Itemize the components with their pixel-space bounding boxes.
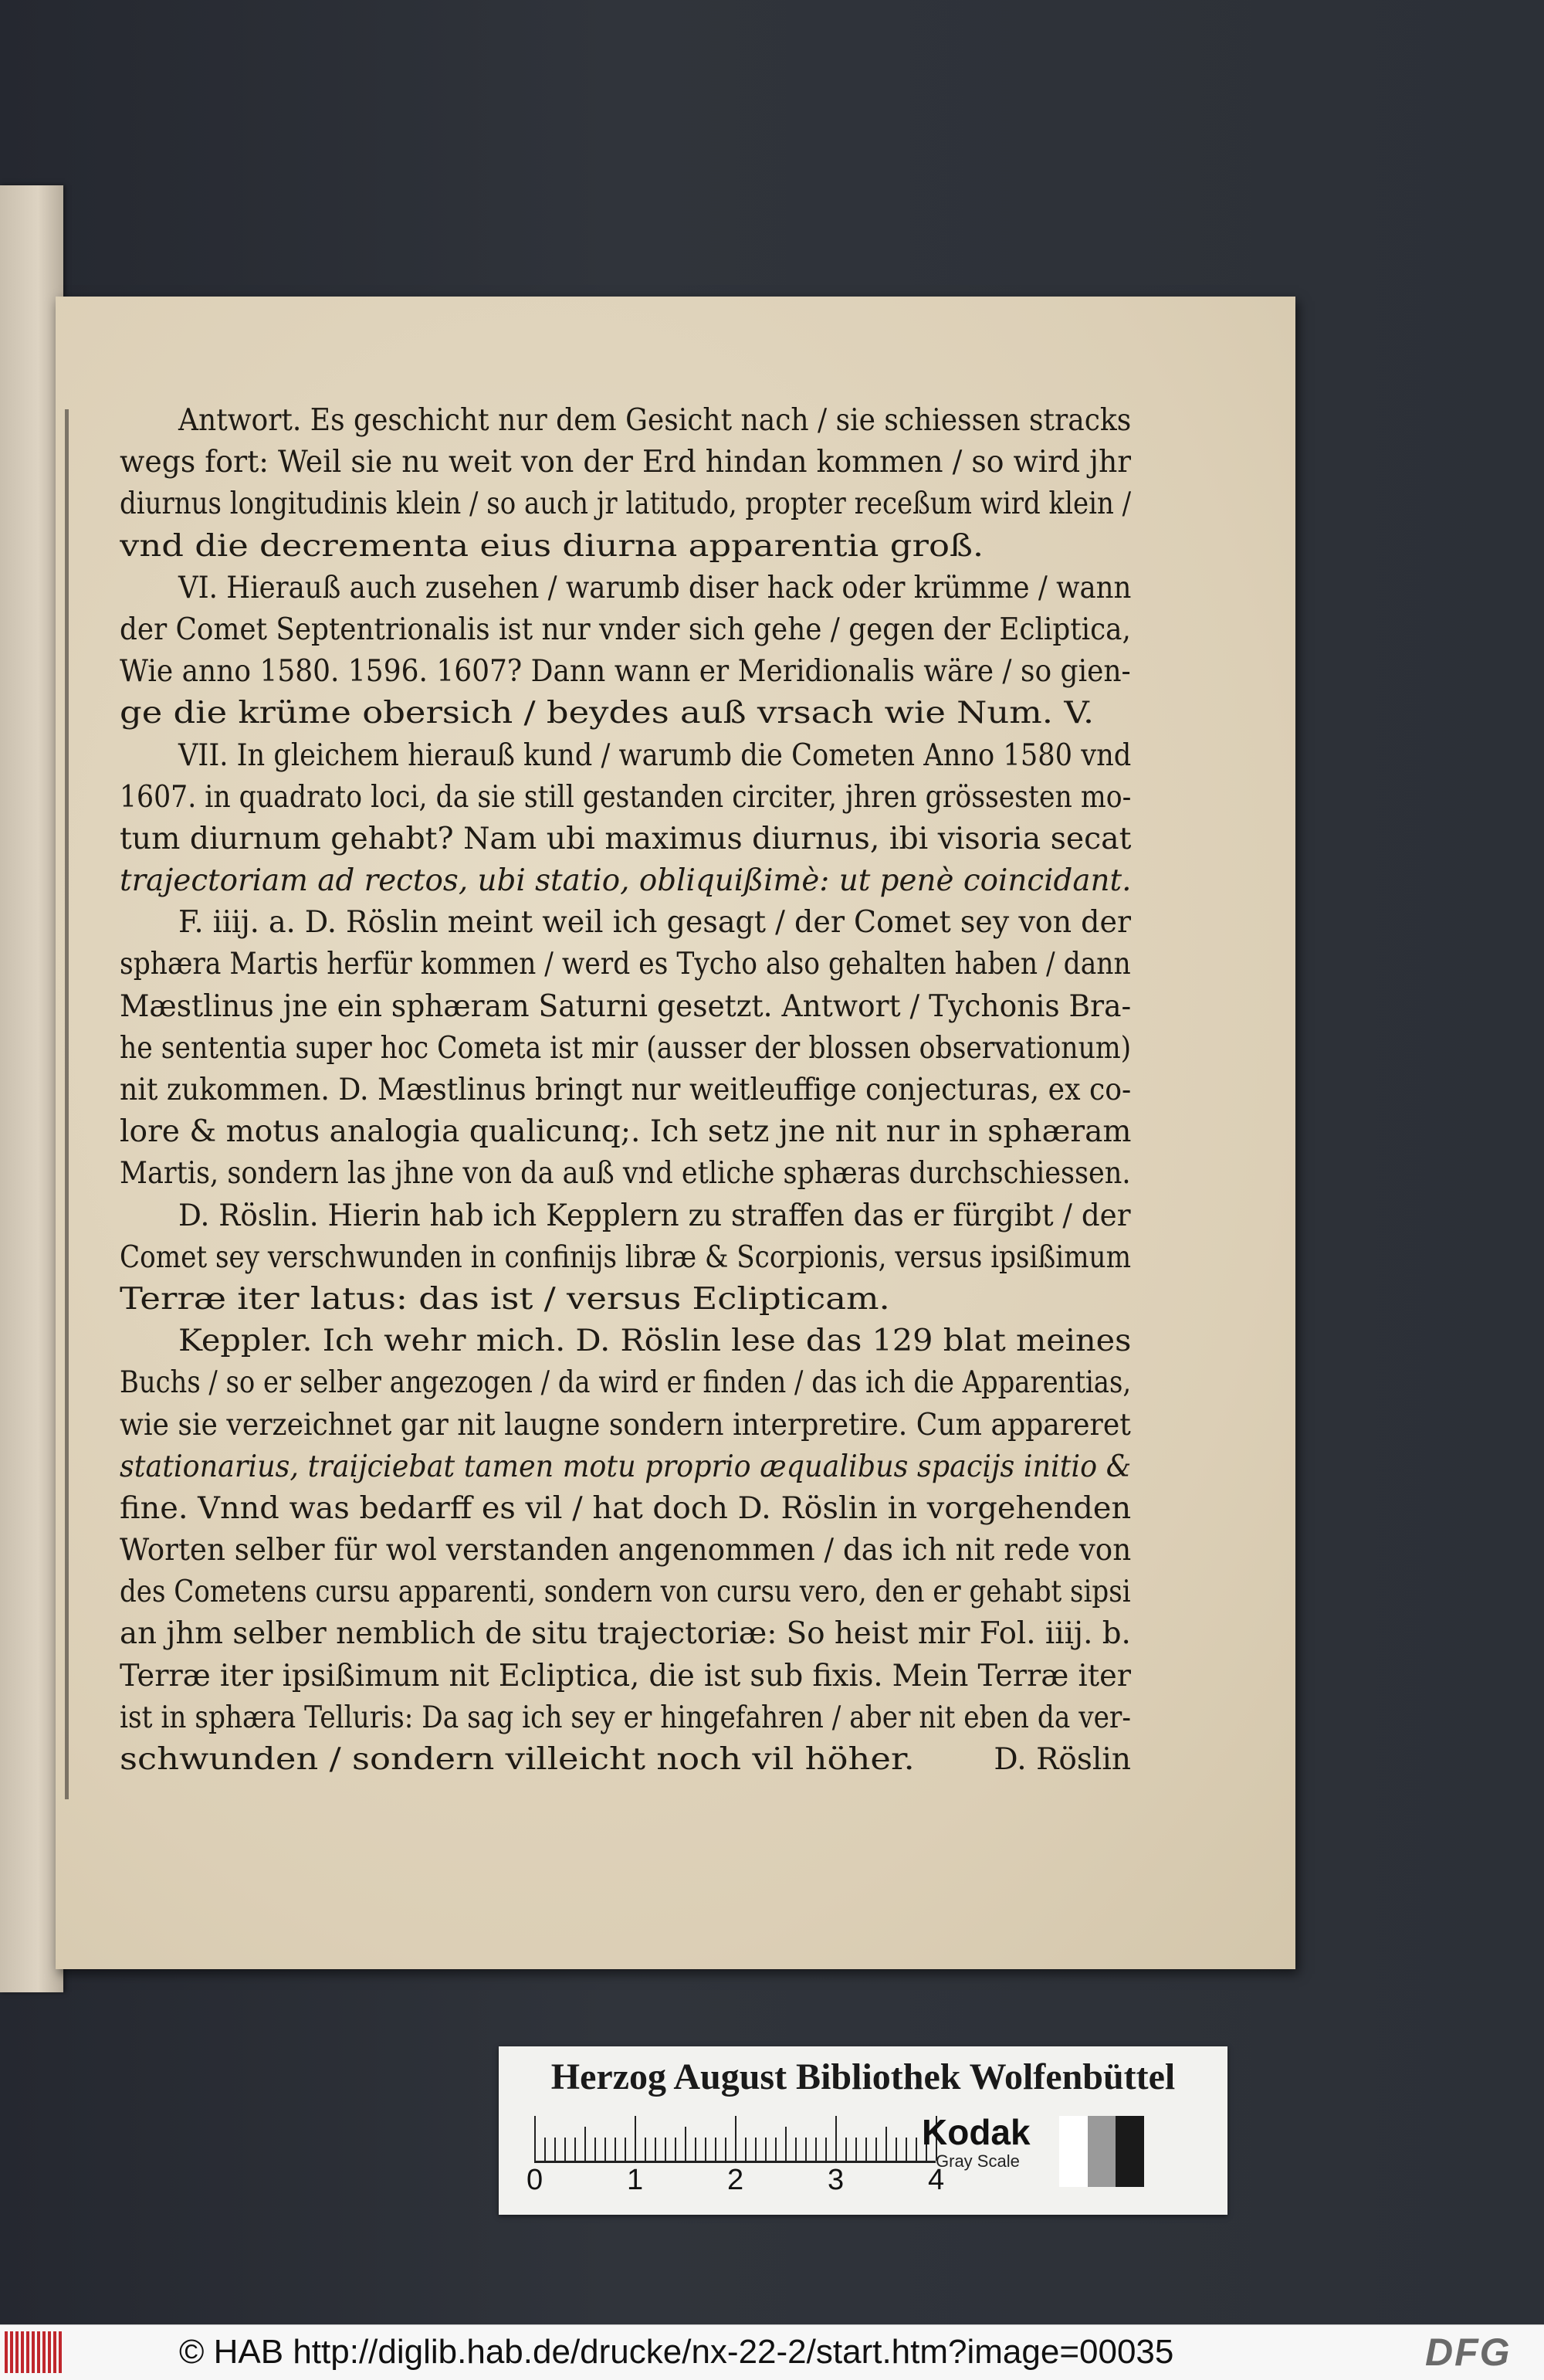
text-line: nit zukommen. D. Mæstlinus bringt nur weitleuffige conjecturas, ex co-: [120, 1073, 1131, 1107]
text-line: des Cometens cursu apparenti, sondern von cursu vero, den er gehabt sipsi: [120, 1575, 1131, 1610]
ruler-tick: [665, 2138, 666, 2161]
text-line: wegs fort: Weil sie nu weit von der Erd hindan kommen / so wird jhr: [120, 445, 1131, 480]
ruler-tick: [805, 2138, 807, 2161]
ruler-tick: [645, 2138, 646, 2161]
gray-patch: [1088, 2116, 1116, 2187]
ruler-tick: [604, 2138, 606, 2161]
text-line: Wie anno 1580. 1596. 1607? Dann wann er Meridionalis wäre / so gien-: [120, 654, 1131, 690]
text-line: Buchs / so er selber angezogen / da wird er finden / das ich die Apparentias,: [120, 1365, 1131, 1401]
ruler-tick: [916, 2138, 917, 2161]
ruler-tick: [865, 2138, 867, 2161]
text-line: lore & motus analogia qualicunq;. Ich setz jne nit nur in sphæram: [120, 1114, 1131, 1150]
text-line: F. iiij. a. D. Röslin meint weil ich gesagt / der Comet sey von der: [178, 905, 1131, 941]
barcode-icon: [5, 2331, 63, 2373]
text-line: Terræ iter ipsißimum nit Ecliptica, die ist sub fixis. Mein Terræ iter: [120, 1658, 1131, 1693]
ruler-tick: [725, 2138, 726, 2161]
text-line: 1607. in quadrato loci, da sie still gestanden circiter, jhren grössesten mo-: [120, 779, 1131, 815]
ruler-tick: [825, 2138, 827, 2161]
ruler-tick: [544, 2138, 546, 2161]
ruler-tick: [875, 2138, 877, 2161]
dfg-logo: DFG: [1425, 2331, 1512, 2374]
gray-patch: [1116, 2116, 1144, 2187]
text-line: ist in sphæra Telluris: Da sag ich sey er hingefahren / aber nit eben da ver-: [120, 1700, 1131, 1735]
ruler-tick: [755, 2138, 757, 2161]
ruler-number: 1: [627, 2164, 644, 2196]
copyright-url[interactable]: © HAB http://diglib.hab.de/drucke/nx-22-2/start.htm?image=00035: [179, 2333, 1174, 2371]
footer-bar: [0, 2324, 1544, 2380]
ruler-tick: [835, 2116, 837, 2161]
ruler-tick: [735, 2116, 736, 2161]
ruler-numbers: [527, 2164, 959, 2202]
ruler-tick: [615, 2138, 616, 2161]
text-line: diurnus longitudinis klein / so auch jr latitudo, propter receßum wird klein /: [120, 487, 1131, 522]
ruler-tick: [594, 2138, 596, 2161]
ruler-tick: [554, 2138, 556, 2161]
text-line: Keppler. Ich wehr mich. D. Röslin lese das 129 blat meines: [178, 1324, 1131, 1359]
gray-patch: [1059, 2116, 1088, 2187]
text-line: Antwort. Es geschicht nur dem Gesicht nach / sie schiessen stracks: [178, 403, 1131, 438]
text-line: he sententia super hoc Cometa ist mir (ausser der blossen observationum): [120, 1030, 1131, 1066]
ruler-tick: [564, 2138, 566, 2161]
catchword: D. Röslin: [994, 1742, 1131, 1777]
ruler-tick: [584, 2127, 586, 2161]
gray-scale-label: Gray Scale: [936, 2151, 1020, 2171]
text-line: Martis, sondern las jhne von da auß vnd etliche sphæras durchschiessen.: [120, 1156, 1131, 1192]
text-line: schwunden / sondern villeicht noch vil höher.: [120, 1742, 915, 1777]
text-line: D. Röslin. Hierin hab ich Kepplern zu straffen das er fürgibt / der: [178, 1198, 1131, 1233]
page-text: [120, 400, 1131, 1781]
ruler-tick: [785, 2127, 787, 2161]
facing-page-edge: [0, 185, 63, 1992]
text-line: Terræ iter latus: das ist / versus Eclipticam.: [120, 1281, 890, 1317]
ruler-tick: [845, 2138, 847, 2161]
ruler-tick: [885, 2127, 887, 2161]
ruler-tick: [815, 2138, 817, 2161]
ruler: [534, 2113, 936, 2163]
ruler-number: 2: [727, 2164, 744, 2196]
text-line: tum diurnum gehabt? Nam ubi maximus diurnus, ibi visoria secat: [120, 821, 1131, 856]
text-line: VII. In gleichem hierauß kund / warumb die Cometen Anno 1580 vnd: [178, 737, 1131, 773]
text-line: stationarius, traijciebat tamen motu proprio æqualibus spacijs initio &: [120, 1449, 1131, 1484]
ruler-tick: [855, 2138, 857, 2161]
text-line: Mæstlinus jne ein sphæram Saturni gesetzt. Antwort / Tychonis Bra-: [120, 988, 1131, 1024]
ruler-tick: [745, 2138, 747, 2161]
ruler-tick: [685, 2127, 686, 2161]
ruler-tick: [655, 2138, 656, 2161]
text-line: sphæra Martis herfür kommen / werd es Tycho also gehalten haben / dann: [120, 947, 1131, 982]
ruler-tick: [574, 2138, 576, 2161]
text-line: Worten selber für wol verstanden angenommen / das ich nit rede von: [120, 1533, 1131, 1568]
ruler-tick: [765, 2138, 767, 2161]
text-line: an jhm selber nemblich de situ trajectoriæ: So heist mir Fol. iiij. b.: [120, 1616, 1131, 1652]
ruler-tick: [675, 2138, 676, 2161]
ruler-tick: [795, 2138, 797, 2161]
text-line: wie sie verzeichnet gar nit laugne sondern interpretire. Cum appareret: [120, 1407, 1131, 1443]
text-line: VI. Hierauß auch zusehen / warumb diser hack oder krümme / wann: [178, 570, 1131, 605]
binding-shadow: [65, 409, 69, 1799]
gray-patches: [1059, 2116, 1144, 2187]
text-line: vnd die decrementa eius diurna apparentia groß.: [120, 528, 984, 564]
ruler-number: 4: [928, 2164, 945, 2196]
library-name: Herzog August Bibliothek Wolfenbüttel: [550, 2056, 1176, 2097]
ruler-tick: [635, 2116, 636, 2161]
text-line: ge die krüme obersich / beydes auß vrsach wie Num. V.: [120, 696, 1095, 731]
ruler-tick: [906, 2138, 907, 2161]
ruler-number: 3: [828, 2164, 845, 2196]
text-line: der Comet Septentrionalis ist nur vnder sich gehe / gegen der Ecliptica,: [120, 612, 1131, 647]
text-line: Comet sey verschwunden in confinijs libræ & Scorpionis, versus ipsißimum: [120, 1239, 1131, 1275]
ruler-number: 0: [527, 2164, 543, 2196]
text-line: trajectoriam ad rectos, ubi statio, obliquißimè: ut penè coincidant.: [120, 863, 1131, 899]
ruler-tick: [534, 2116, 536, 2161]
ruler-tick: [775, 2138, 777, 2161]
ruler-tick: [715, 2138, 716, 2161]
ruler-tick: [695, 2138, 696, 2161]
ruler-tick: [896, 2138, 897, 2161]
color-scale-card: [499, 2046, 1227, 2215]
text-line: fine. Vnnd was bedarff es vil / hat doch D. Röslin in vorgehenden: [120, 1490, 1131, 1526]
ruler-tick: [705, 2138, 706, 2161]
kodak-logo: Kodak: [922, 2112, 1031, 2152]
ruler-tick: [625, 2138, 626, 2161]
